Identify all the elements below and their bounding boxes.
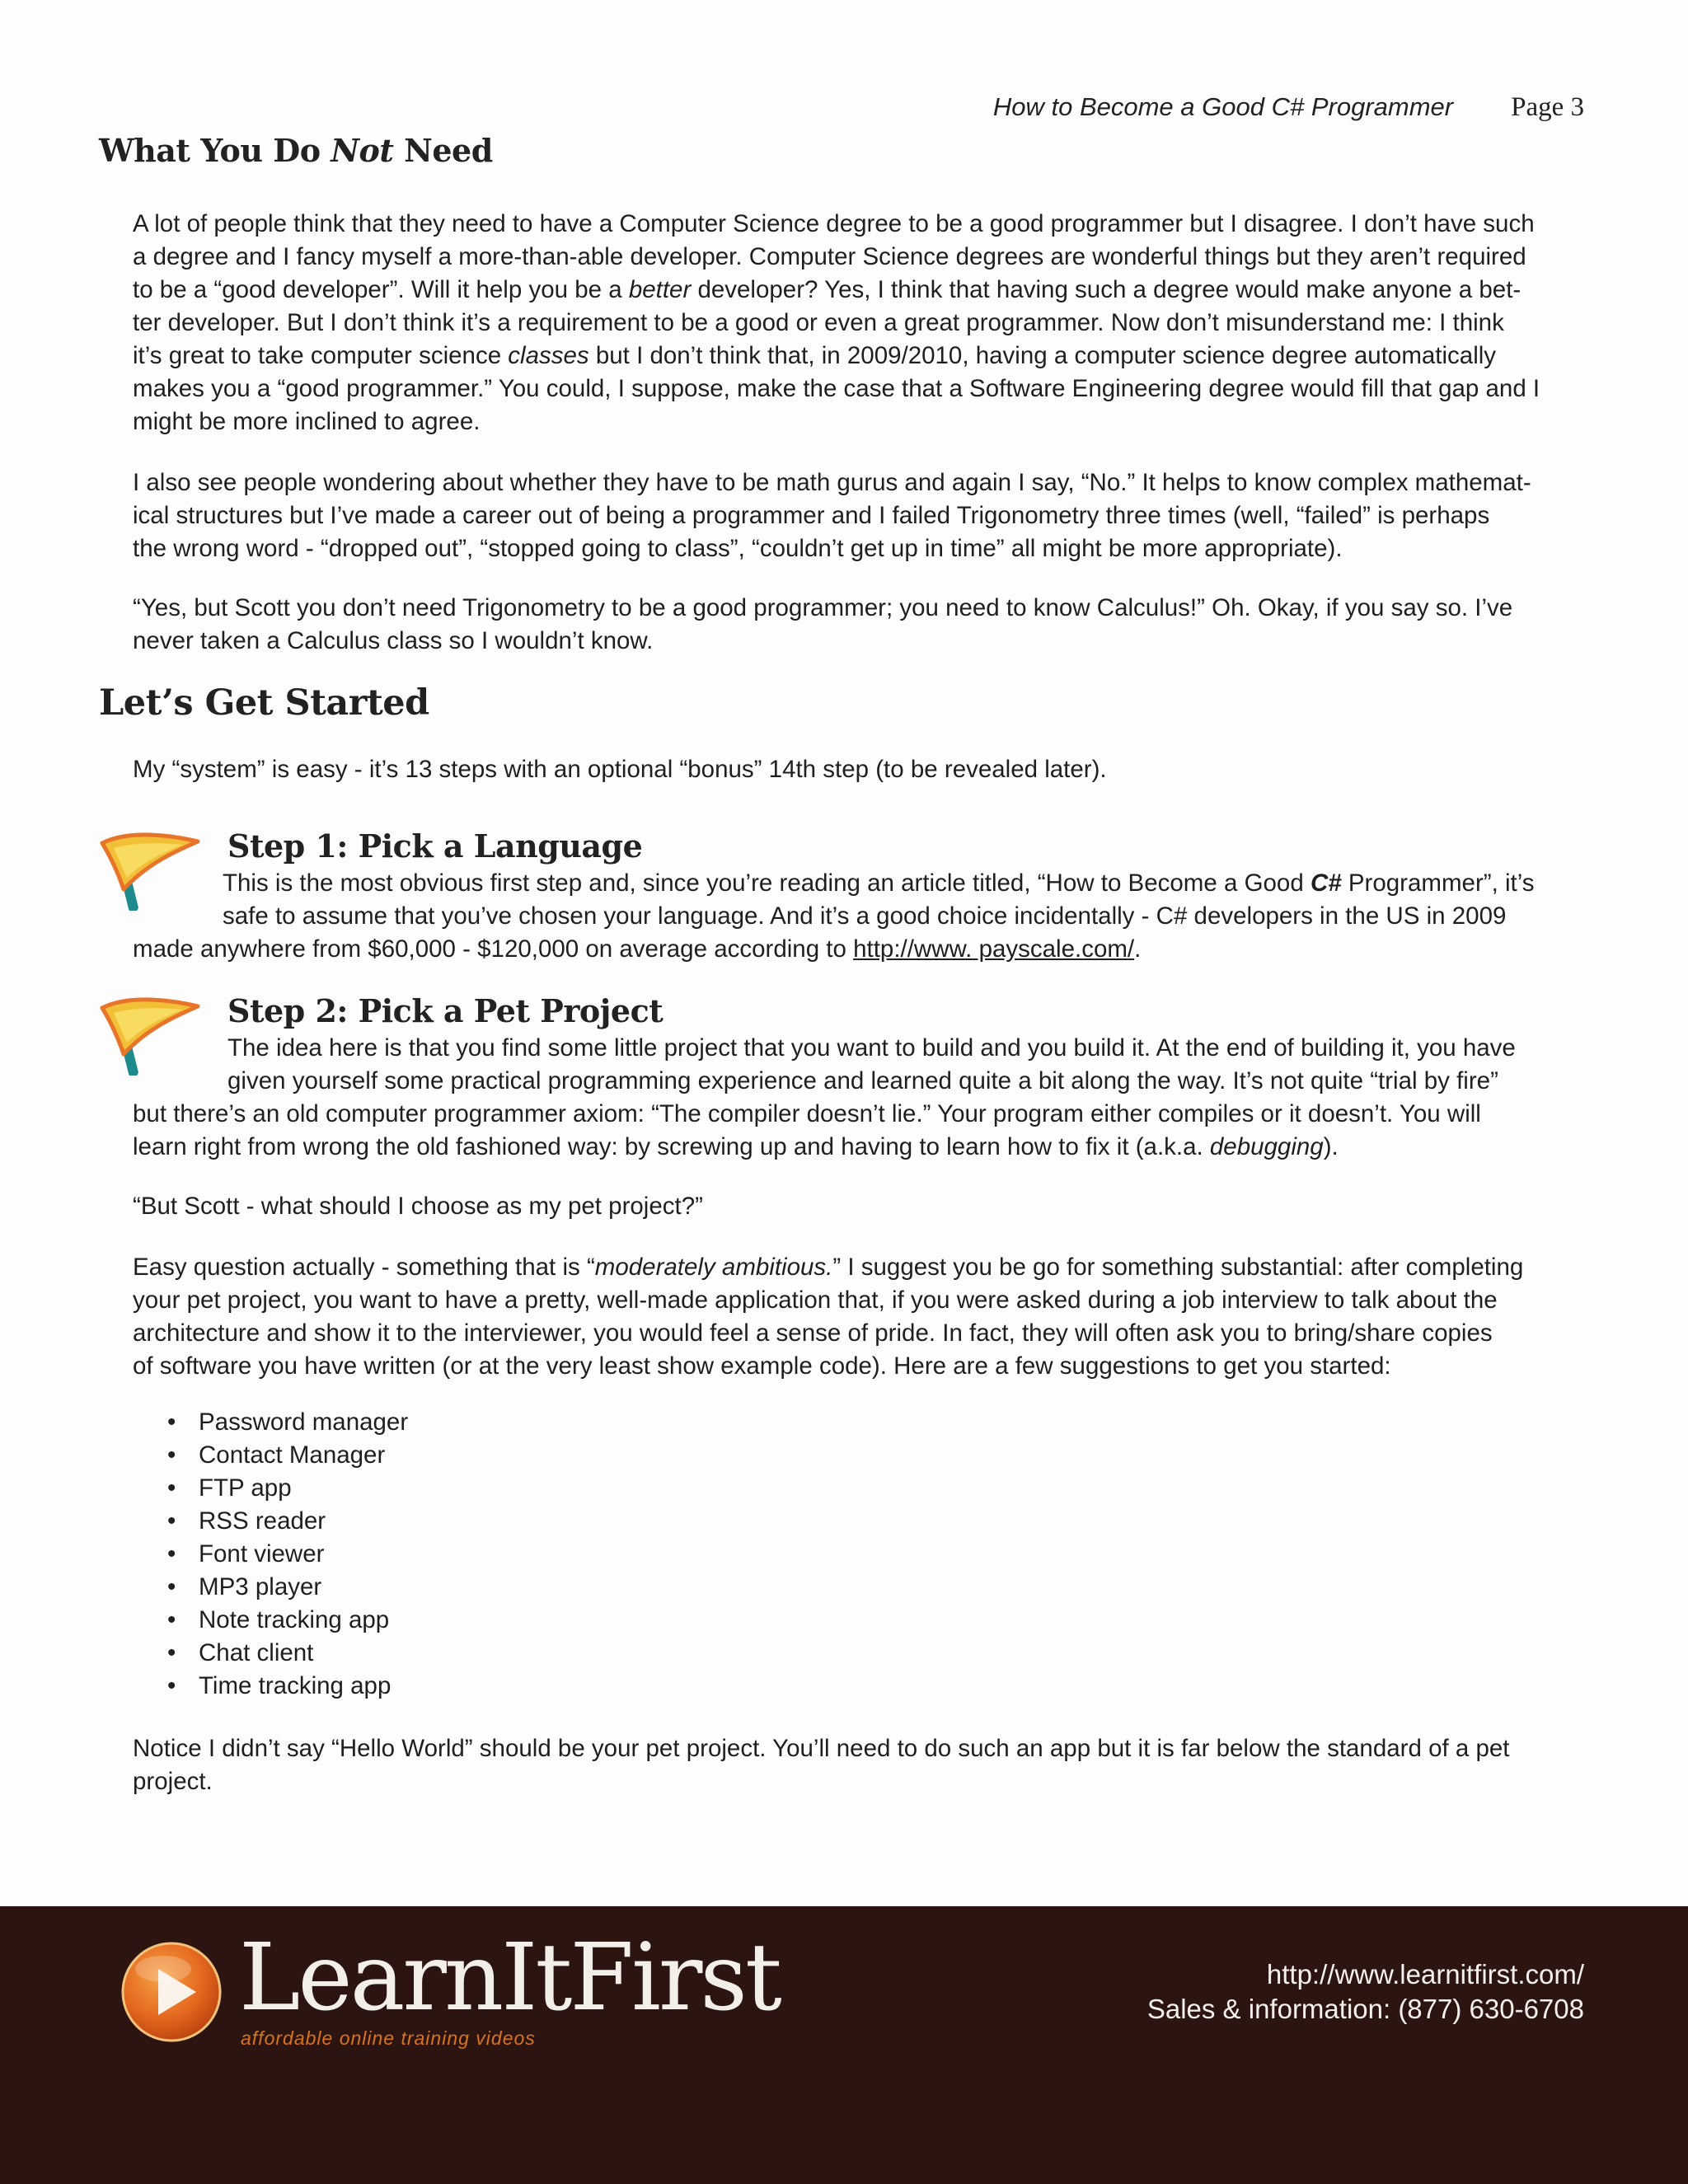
paragraph-intro bbox=[133, 753, 1592, 786]
project-suggestions-list bbox=[133, 1406, 408, 1703]
paragraph-step-1-first-lines bbox=[223, 867, 1591, 933]
text-run: it’s great to take computer science bbox=[133, 342, 509, 369]
text-line: Notice I didn’t say “Hello World” should be your pet project. You’ll need to do such an app but it is far below the standard of a pet bbox=[133, 1735, 1510, 1762]
text-line: ical structures but I’ve made a career out of being a programmer and I failed Trigonometry three times (well, “failed” is perhaps bbox=[133, 502, 1490, 529]
text-emphasis: debugging bbox=[1209, 1133, 1324, 1160]
payscale-link[interactable]: http://www. payscale.com/ bbox=[853, 935, 1135, 963]
list-item: • Password manager bbox=[133, 1406, 408, 1439]
text-line: A lot of people think that they need to have a Computer Science degree to be a good programmer but I disagree. I don’t have such bbox=[133, 210, 1535, 237]
list-item: • Contact Manager bbox=[133, 1439, 408, 1472]
text-line: “But Scott - what should I choose as my pet project?” bbox=[133, 1193, 703, 1220]
text-run: Programmer”, it’s bbox=[1341, 869, 1535, 897]
text-line bbox=[133, 933, 1592, 966]
section-heading-not-need bbox=[99, 132, 493, 169]
text-run: made anywhere from $60,000 - $120,000 on average according to bbox=[133, 935, 854, 963]
list-item: • Time tracking app bbox=[133, 1670, 408, 1703]
list-item: • MP3 player bbox=[133, 1571, 408, 1604]
heading-part: Need bbox=[393, 132, 493, 169]
list-item: • Note tracking app bbox=[133, 1604, 408, 1637]
page-number: Page 3 bbox=[1511, 92, 1584, 122]
text-run: learn right from wrong the old fashioned way: by screwing up and having to learn how to fix it (a.k.a. bbox=[133, 1133, 1210, 1160]
text-line: The idea here is that you find some little project that you want to build and you build it. At the end of building it, you have bbox=[227, 1034, 1516, 1062]
text-line: but there’s an old computer programmer axiom: “The compiler doesn’t lie.” Your program either compiles or it doesn’t. You will bbox=[133, 1100, 1481, 1127]
text-run: . bbox=[1134, 935, 1142, 963]
paragraph-quote bbox=[133, 1190, 1592, 1223]
pennant-flag-icon bbox=[96, 993, 203, 1076]
heading-part: What You Do bbox=[99, 132, 331, 169]
text-line: of software you have written (or at the very least show example code). Here are a few suggestions to get you started: bbox=[133, 1352, 1391, 1380]
step-2-title: Step 2: Pick a Pet Project bbox=[227, 992, 663, 1029]
text-line: My “system” is easy - it’s 13 steps with an optional “bonus” 14th step (to be revealed later). bbox=[133, 756, 1107, 783]
sales-phone: Sales & information: (877) 630-6708 bbox=[1146, 1994, 1584, 2024]
text-line bbox=[223, 867, 1591, 900]
text-emphasis: classes bbox=[508, 342, 589, 369]
text-line bbox=[133, 1131, 1592, 1164]
section-heading-get-started: Let’s Get Started bbox=[99, 682, 429, 724]
paragraph-cs-degree bbox=[133, 208, 1592, 438]
text-line: safe to assume that you’ve chosen your language. And it’s a good choice incidentally - C# developers in the US in 2009 bbox=[223, 902, 1507, 930]
text-emphasis: moderately ambitious. bbox=[594, 1254, 833, 1281]
paragraph-calculus bbox=[133, 592, 1592, 658]
text-line: project. bbox=[133, 1768, 213, 1795]
heading-emphasis: Not bbox=[331, 132, 394, 169]
pennant-flag-icon bbox=[96, 828, 203, 911]
text-line: given yourself some practical programming experience and learned quite a bit along the way. It’s not quite “trial by fire” bbox=[227, 1067, 1498, 1094]
step-1-title: Step 1: Pick a Language bbox=[227, 827, 643, 865]
text-run: but I don’t think that, in 2009/2010, having a computer science degree automatically bbox=[588, 342, 1497, 369]
running-title: How to Become a Good C# Programmer bbox=[992, 92, 1454, 121]
running-header bbox=[993, 92, 1584, 123]
text-line bbox=[133, 1251, 1592, 1284]
text-run: to be a “good developer”. Will it help you be a bbox=[133, 276, 629, 303]
paragraph-ambitious bbox=[133, 1251, 1592, 1383]
brand-tagline: affordable online training videos bbox=[241, 2027, 536, 2049]
text-line: the wrong word - “dropped out”, “stopped going to class”, “couldn’t get up in time” all might be more appropriate). bbox=[133, 535, 1343, 562]
text-line: I also see people wondering about whether they have to be math gurus and again I say, “No.” It helps to know complex mathemat- bbox=[133, 469, 1531, 496]
page-footer bbox=[0, 1906, 1688, 2184]
play-button-icon bbox=[120, 1941, 223, 2043]
text-run: ” I suggest you be go for something substantial: after completing bbox=[832, 1254, 1524, 1281]
paragraph-step-2-first-lines bbox=[227, 1032, 1596, 1098]
paragraph-step-2-rest bbox=[133, 1098, 1592, 1164]
text-line bbox=[133, 340, 1592, 373]
contact-info bbox=[1147, 1957, 1584, 2027]
text-line: architecture and show it to the interviewer, you would feel a sense of pride. In fact, they will often ask you to bring/share copies bbox=[133, 1319, 1493, 1347]
paragraph-hello-world bbox=[133, 1732, 1592, 1798]
text-emphasis: better bbox=[628, 276, 692, 303]
text-emphasis: C# bbox=[1310, 869, 1342, 897]
text-run: This is the most obvious first step and, since you’re reading an article titled, “How to Become a Good bbox=[223, 869, 1311, 897]
brand-logo-text: LearnItFirst bbox=[239, 1924, 780, 2032]
text-run: Easy question actually - something that is “ bbox=[133, 1254, 595, 1281]
list-item: • Font viewer bbox=[133, 1538, 408, 1571]
text-run: developer? Yes, I think that having such a degree would make anyone a bet- bbox=[691, 276, 1522, 303]
list-item: • FTP app bbox=[133, 1472, 408, 1505]
website-link[interactable]: http://www.learnitfirst.com/ bbox=[1266, 1959, 1584, 1990]
text-line: makes you a “good programmer.” You could, I suppose, make the case that a Software Engineering degree would fill that gap and I bbox=[133, 375, 1540, 402]
text-run: ). bbox=[1323, 1133, 1339, 1160]
paragraph-step-1-last-line bbox=[133, 933, 1592, 966]
list-item: • Chat client bbox=[133, 1637, 408, 1670]
paragraph-math bbox=[133, 466, 1592, 565]
text-line bbox=[133, 274, 1592, 307]
text-line: ter developer. But I don’t think it’s a requirement to be a good or even a great programmer. Now don’t misunderstand me: I think bbox=[133, 309, 1504, 336]
text-line: never taken a Calculus class so I wouldn’t know. bbox=[133, 627, 654, 654]
text-line: might be more inclined to agree. bbox=[133, 408, 481, 435]
list-item: • RSS reader bbox=[133, 1505, 408, 1538]
text-line: a degree and I fancy myself a more-than-able developer. Computer Science degrees are wonderful things but they aren’t required bbox=[133, 243, 1526, 270]
text-line: your pet project, you want to have a pretty, well-made application that, if you were asked during a job interview to talk about the bbox=[133, 1286, 1498, 1314]
text-line: “Yes, but Scott you don’t need Trigonometry to be a good programmer; you need to know Calculus!” Oh. Okay, if you say so. I’ve bbox=[133, 594, 1513, 621]
